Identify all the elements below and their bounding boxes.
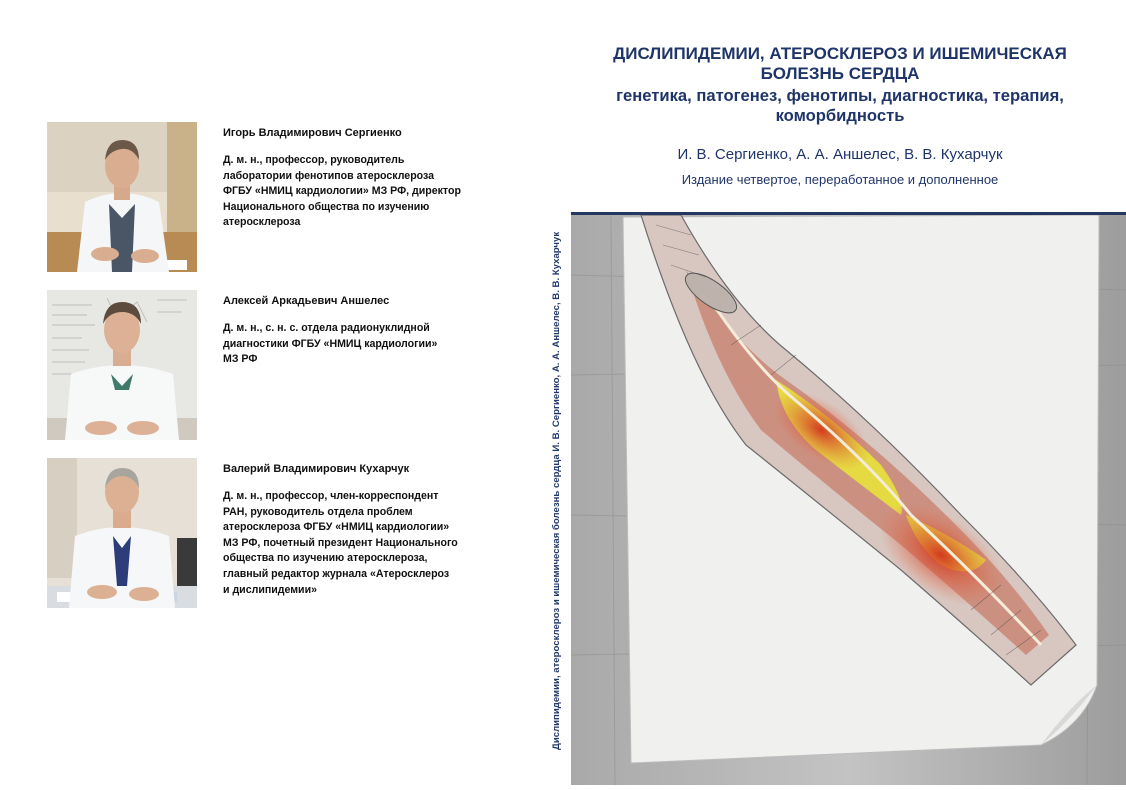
- subtitle-line-1: генетика, патогенез, фенотипы, диагностика, терапия,: [616, 86, 1064, 105]
- book-title: [580, 44, 1100, 126]
- title-line-2: БОЛЕЗНЬ СЕРДЦА: [760, 64, 920, 83]
- author-photo-kukharchuk: [47, 458, 197, 608]
- author-bio: Д. м. н., с. н. с. отдела радионуклидной диагностики ФГБУ «НМИЦ кардиологии» МЗ РФ: [223, 322, 438, 366]
- cover-authors: И. В. Сергиенко, А. А. Аншелес, В. В. Кухарчук: [677, 146, 1003, 163]
- author-bio: Д. м. н., профессор, руководитель лаборатории фенотипов атеросклероза ФГБУ «НМИЦ кардиологии» МЗ РФ, директор Национального общества по изучению атеросклероза: [223, 154, 461, 229]
- author-photo-ansheles: [47, 290, 197, 440]
- title-line-1: ДИСЛИПИДЕМИИ, АТЕРОСКЛЕРОЗ И ИШЕМИЧЕСКАЯ: [613, 44, 1067, 63]
- artery-illustration: [571, 215, 1126, 785]
- spine-text: Дислипидемии, атеросклероз и ишемическая болезнь сердца И. В. Сергиенко, А. А. Аншелес, В. В. Кухарчук: [551, 231, 562, 750]
- author-photo-sergienko: [47, 122, 197, 272]
- author-name: Валерий Владимирович Кухарчук: [223, 463, 410, 475]
- author-bio: Д. м. н., профессор, член-корреспондент РАН, руководитель отдела проблем атеросклероза ФГБУ «НМИЦ кардиологии» МЗ РФ, почетный президент Национального общества по изучению атеросклероза, главный редактор журнала «Атеросклероз и дислипидемии»: [223, 490, 458, 596]
- subtitle-line-2: коморбидность: [775, 106, 905, 125]
- author-name: Алексей Аркадьевич Аншелес: [223, 295, 390, 307]
- edition-note: Издание четвертое, переработанное и дополненное: [681, 172, 999, 187]
- author-name: Игорь Владимирович Сергиенко: [223, 127, 402, 139]
